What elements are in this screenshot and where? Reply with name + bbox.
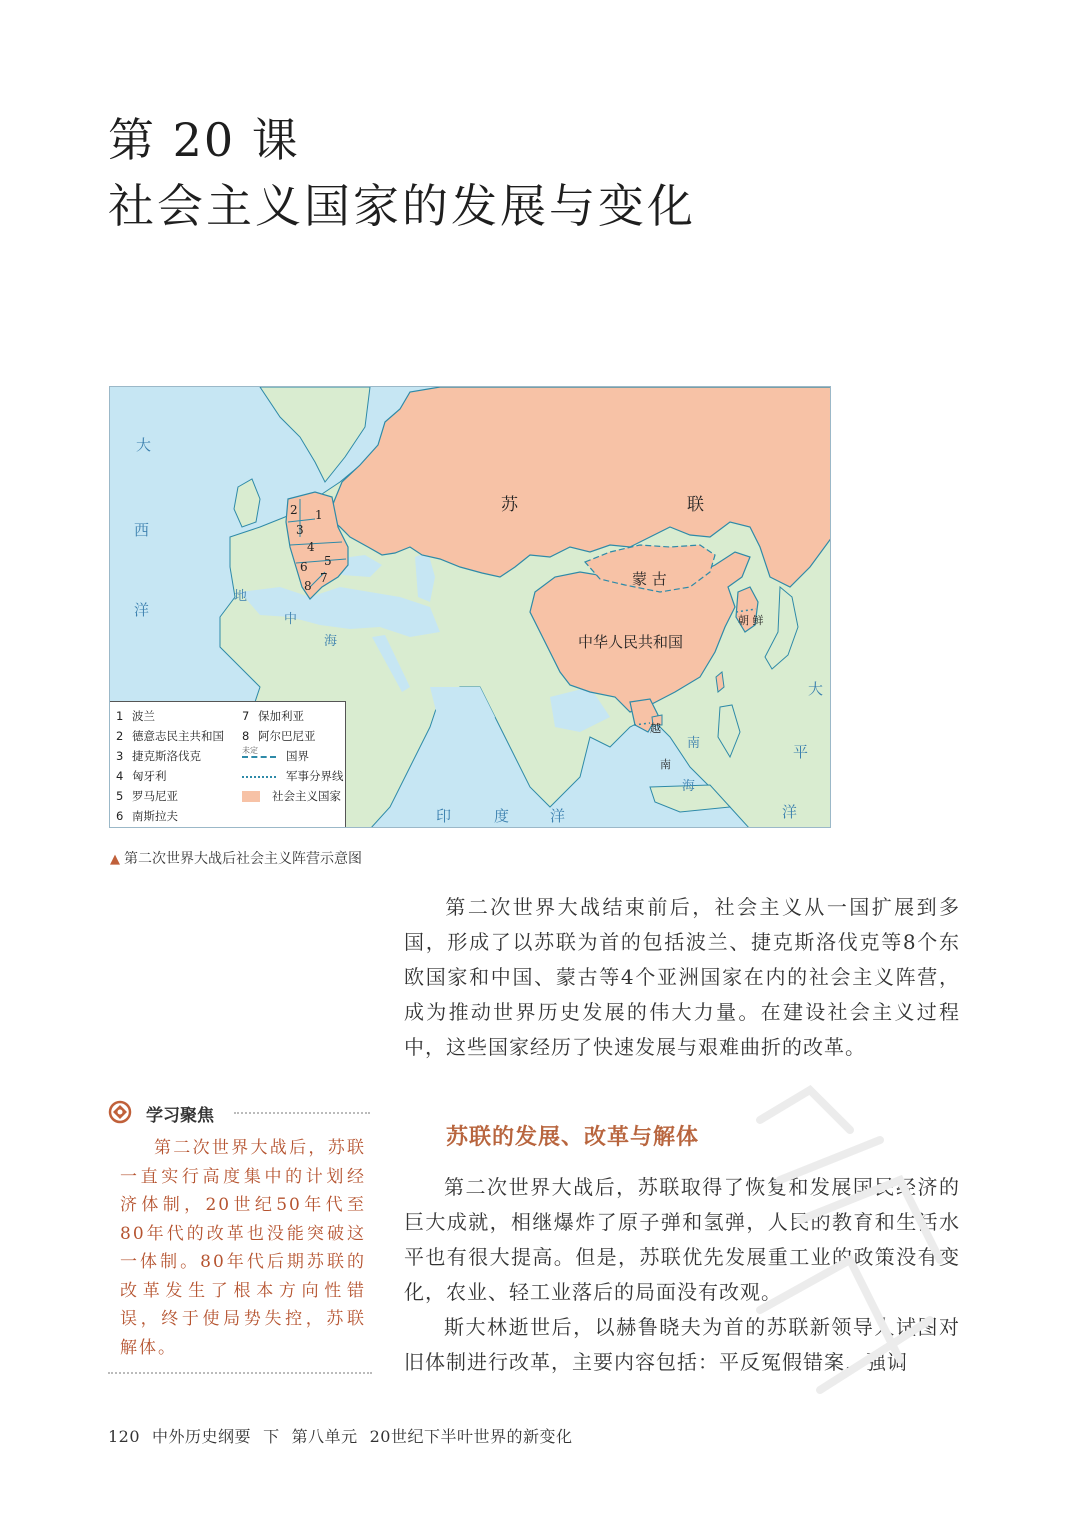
map-legend [110, 701, 346, 828]
legend-item-3: 3 捷克斯洛伐克 [116, 749, 201, 763]
legend-item-5: 5 罗马尼亚 [116, 789, 178, 803]
legend-military-line: 军事分界线 [242, 768, 344, 784]
label-korea: 朝 鲜 [738, 614, 764, 627]
legend-item-1: 1 波兰 [116, 709, 155, 723]
legend-border: 未定 国界 [242, 745, 309, 763]
legend-item-6: 6 南斯拉夫 [116, 809, 178, 823]
caption-triangle-icon: ▲ [110, 852, 120, 867]
socialist-camp-map [109, 386, 831, 828]
undetermined-label: 未定 [242, 745, 258, 755]
label-indian-1: 印 [436, 807, 452, 825]
focus-text: 第二次世界大战后，苏联一直实行高度集中的计划经济体制，20世纪50年代至80年代的改革也没能突破这一体制。80年代后期苏联的改革发生了根本方向性错误，终于使局势失控，苏联解体。 [120, 1138, 366, 1358]
num-6: 6 [300, 560, 308, 574]
label-ussr-2: 联 [687, 495, 704, 515]
focus-target-icon [108, 1100, 132, 1124]
focus-header [108, 1098, 372, 1128]
num-7: 7 [320, 571, 328, 585]
page-number: 120 [108, 1427, 141, 1446]
body-paragraph: 第二次世界大战后，苏联取得了恢复和发展国民经济的巨大成就，相继爆炸了原子弹和氢弹，人民的教育和生活水平也有很大提高。但是，苏联优先发展重工业的政策没有变化，农业、轻工业落后的局面没有改观。 [404, 1175, 960, 1304]
label-scs-1: 南 [687, 736, 701, 751]
legend-item-7: 7 保加利亚 [242, 709, 304, 723]
map-caption: ▲ 第二次世界大战后社会主义阵营示意图 [110, 851, 362, 867]
num-3: 3 [296, 523, 304, 537]
legend-item-4: 4 匈牙利 [116, 769, 167, 783]
focus-bottom-rule [108, 1372, 372, 1374]
volume: 下 [263, 1427, 280, 1446]
label-med-2: 中 [284, 612, 298, 627]
label-scs-2: 海 [682, 779, 696, 794]
label-pacific-3: 洋 [782, 803, 798, 821]
label-indian-2: 度 [494, 807, 510, 825]
focus-divider [234, 1112, 370, 1114]
learning-focus-box [108, 1098, 372, 1374]
lesson-title: 社会主义国家的发展与变化 [108, 179, 696, 233]
label-med-1: 地 [234, 589, 248, 604]
page-footer [108, 1424, 584, 1447]
section-body [404, 1170, 960, 1380]
num-2: 2 [290, 503, 298, 517]
label-med-3: 海 [324, 634, 338, 649]
legend-item-2: 2 德意志民主共和国 [116, 729, 224, 743]
label-vietnam-2: 南 [660, 758, 671, 771]
label-mongolia: 蒙 古 [632, 570, 667, 588]
book-title: 中外历史纲要 [152, 1427, 252, 1446]
border-line-symbol [242, 745, 276, 758]
unit: 第八单元 [291, 1427, 358, 1446]
socialist-swatch [242, 791, 260, 802]
num-5: 5 [324, 554, 332, 568]
body-paragraph: 斯大林逝世后，以赫鲁晓夫为首的苏联新领导人试图对旧体制进行改革，主要内容包括：平反冤假错案，强调 [404, 1315, 960, 1374]
label-atlantic-2: 西 [134, 521, 150, 539]
label-indian-3: 洋 [550, 807, 566, 825]
num-8: 8 [304, 579, 312, 593]
label-pacific-2: 平 [793, 743, 809, 761]
label-atlantic-3: 洋 [134, 601, 150, 619]
label-atlantic-1: 大 [136, 436, 152, 454]
lesson-number: 第 20 课 [108, 113, 300, 167]
section-heading: 苏联的发展、改革与解体 [446, 1125, 700, 1150]
legend-item-8: 8 阿尔巴尼亚 [242, 729, 316, 743]
intro-paragraph: 第二次世界大战结束前后，社会主义从一国扩展到多国，形成了以苏联为首的包括波兰、捷克斯洛伐克等8个东欧国家和中国、蒙古等4个亚洲国家在内的社会主义阵营，成为推动世界历史发展的伟大力量。在建设社会主义过程中，这些国家经历了快速发展与艰难曲折的改革。 [404, 895, 960, 1059]
label-vietnam-1: 越 [650, 722, 661, 735]
focus-title: 学习聚焦 [146, 1106, 214, 1126]
label-ussr-1: 苏 [501, 495, 518, 515]
legend-socialist: 社会主义国家 [242, 788, 341, 804]
label-china: 中华人民共和国 [578, 633, 684, 651]
unit-title: 20世纪下半叶世界的新变化 [369, 1427, 573, 1446]
num-4: 4 [307, 540, 315, 554]
military-line-symbol [242, 776, 276, 778]
label-pacific-1: 大 [808, 680, 824, 698]
num-1: 1 [315, 508, 323, 522]
